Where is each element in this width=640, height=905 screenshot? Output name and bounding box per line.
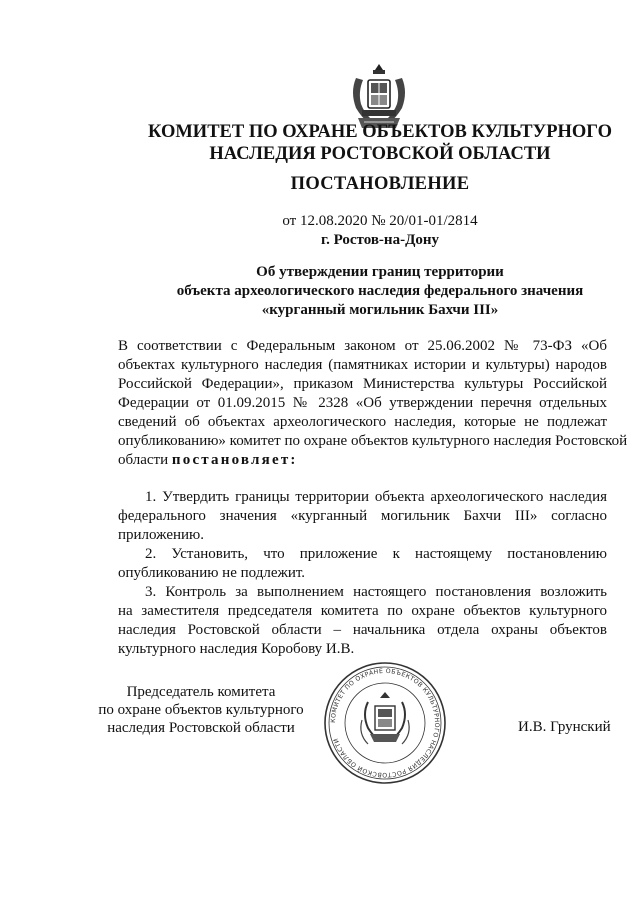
city: г. Ростов-на-Дону [320,232,440,248]
item-3-line: на заместителя председателя комитета по охране объектов культурного [118,603,607,619]
item-2-line: 2. Установить, что приложение к настоящему постановлению [145,546,607,562]
seal-text: КОМИТЕТ ПО ОХРАНЕ ОБЪЕКТОВ КУЛЬТУРНОГО НАСЛЕДИЯ РОСТОВСКОЙ ОБЛАСТИ [329,667,441,779]
item-3-line: наследия Ростовской области – начальника отдела охраны объектов [118,622,607,638]
subject-line3: «курганный могильник Бахчи III» [261,302,499,318]
preamble-line: В соответствии с Федеральным законом от 25.06.2002 № 73-ФЗ «Об [118,338,607,354]
preamble-last-line [118,451,298,470]
preamble-last-prefix: области [118,452,169,468]
item-3-line: 3. Контроль за выполнением настоящего постановления возложить [145,584,607,600]
signer-name: И.В. Грунский [518,719,611,735]
item-2-line: опубликованию не подлежит. [118,565,306,581]
signer-title-line2: по охране объектов культурного [98,702,304,718]
signer-title-line1: Председатель комитета [126,684,276,700]
committee-name-line2: НАСЛЕДИЯ РОСТОВСКОЙ ОБЛАСТИ [209,144,551,164]
item-1-line: федерального значения «курганный могильник Бахчи III» согласно [118,508,607,524]
item-1-line: приложению. [118,527,205,543]
committee-name-line1: КОМИТЕТ ПО ОХРАНЕ ОБЪЕКТОВ КУЛЬТУРНОГО [148,122,612,142]
date-number: от 12.08.2020 № 20/01-01/2814 [282,213,478,229]
signer-title-line3: наследия Ростовской области [107,720,295,736]
preamble-line: объектах культурного наследия (памятниках истории и культуры) народов [118,357,607,373]
decree-word: постановляет: [171,452,298,468]
document-type: ПОСТАНОВЛЕНИЕ [290,174,470,194]
preamble-line: сведений об объектах археологического наследия, которые не подлежат [118,414,607,430]
subject-line2: объекта археологического наследия федерального значения [176,283,584,299]
official-seal-stamp-icon [322,660,448,786]
subject-line1: Об утверждении границ территории [256,264,504,280]
preamble-line: Федерации от 01.09.2015 № 2328 «Об утверждении перечня отдельных [118,395,607,411]
item-1-line: 1. Утвердить границы территории объекта археологического наследия [145,489,607,505]
preamble-line: Российской Федерации», приказом Министерства культуры Российской [118,376,607,392]
item-3-line: культурного наследия Коробову И.В. [118,641,355,657]
seal-emblem-icon [361,692,409,744]
preamble-line: опубликованию» комитет по охране объектов культурного наследия Ростовской [118,433,628,449]
